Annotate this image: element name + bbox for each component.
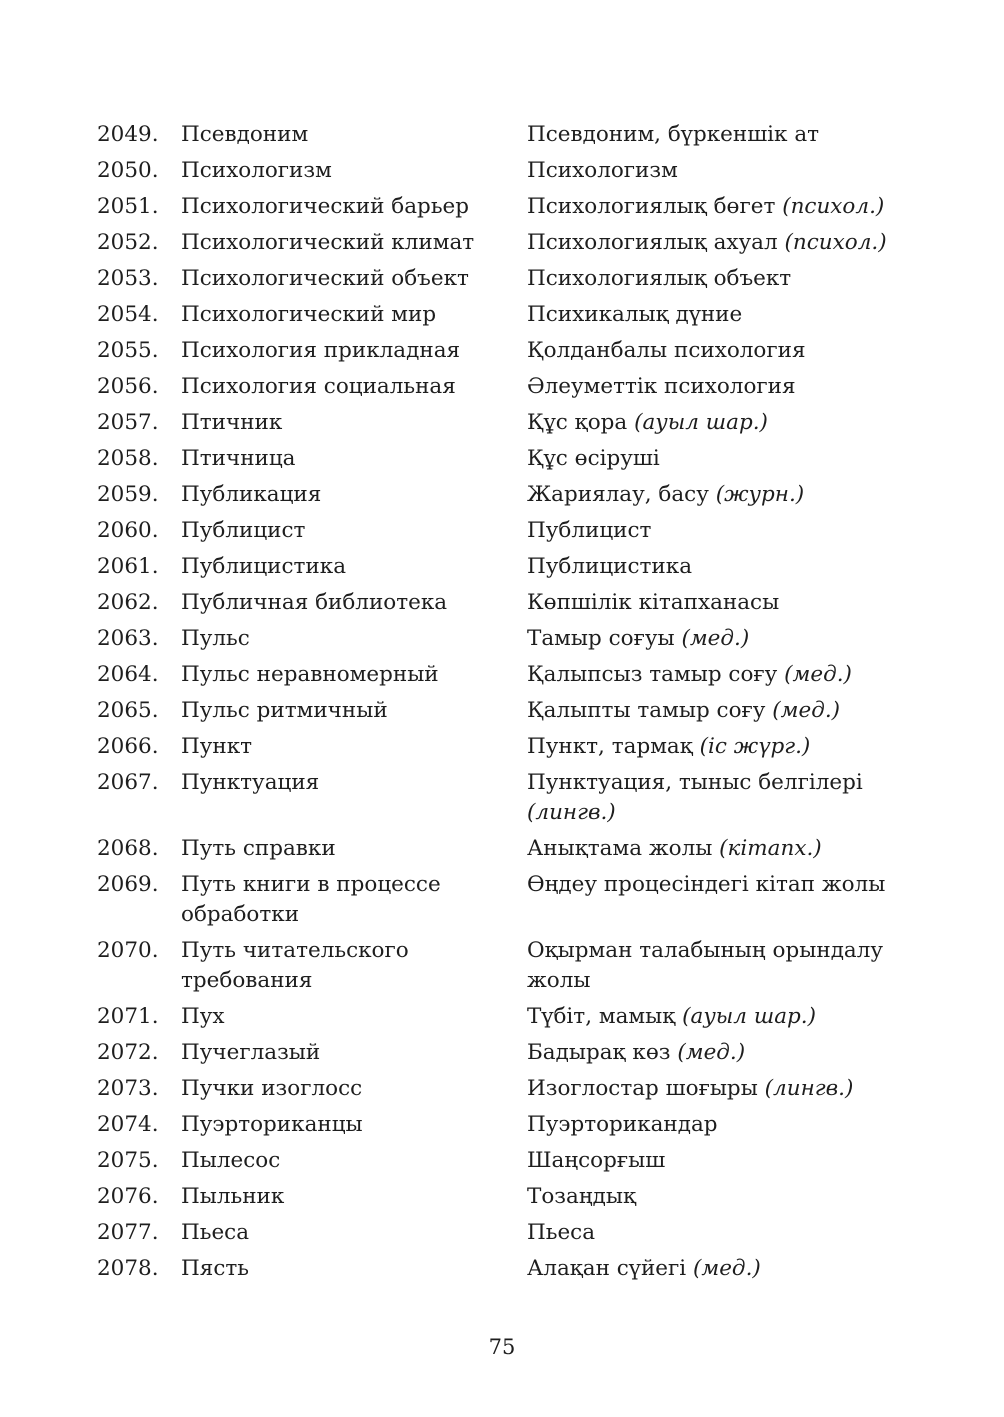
entry-row (97, 264, 907, 294)
entry-number: 2049. (97, 122, 159, 147)
entry-kazakh-text: Жариялау, басу (527, 482, 716, 507)
entry-number: 2055. (97, 338, 159, 363)
entry-row (97, 834, 907, 864)
entry-russian-term: Псевдоним (181, 122, 309, 147)
entry-domain-note: (мед.) (784, 662, 852, 687)
entry-row (97, 336, 907, 366)
entry-russian-term: Пылесос (181, 1148, 281, 1173)
entry-number: 2069. (97, 872, 159, 897)
entry-kazakh-text: Псевдоним, бүркеншік ат (527, 122, 820, 147)
entry-kazakh-text: Пунктуация, тыныс белгілері (527, 770, 863, 795)
entry-kazakh-text: Психологиялық ахуал (527, 230, 785, 255)
entry-russian-term: Публикация (181, 482, 322, 507)
entry-russian-term: Пясть (181, 1256, 249, 1281)
entry-kazakh-text: Алақан сүйегі (527, 1256, 693, 1281)
entry-kazakh-text: Пуэрторикандар (527, 1112, 718, 1137)
entry-kazakh-translation (527, 192, 907, 222)
entry-domain-note: (мед.) (693, 1256, 761, 1281)
entry-row (97, 696, 907, 726)
entry-row (97, 120, 907, 150)
entry-kazakh-text: Қалыпты тамыр соғу (527, 698, 773, 723)
entry-kazakh-text: Көпшілік кітапханасы (527, 590, 780, 615)
entry-number: 2053. (97, 266, 159, 291)
entry-number: 2077. (97, 1220, 159, 1245)
entry-russian-term: Психологический барьер (181, 194, 470, 219)
entry-row (97, 516, 907, 546)
entry-kazakh-text: Психологиялық бөгет (527, 194, 783, 219)
entry-number: 2058. (97, 446, 159, 471)
entry-domain-note: (лингв.) (764, 1076, 854, 1101)
entry-russian-term: Пунктуация (181, 770, 320, 795)
entry-kazakh-translation (527, 480, 907, 510)
entry-row (97, 228, 907, 258)
entry-kazakh-translation (527, 696, 907, 726)
entry-kazakh-text: Өңдеу процесіндегі кітап жолы (527, 872, 886, 897)
entry-kazakh-translation (527, 588, 907, 618)
entry-kazakh-translation (527, 1002, 907, 1032)
entry-kazakh-translation (527, 870, 907, 900)
entry-kazakh-text: Психологиялық объект (527, 266, 792, 291)
entry-number: 2051. (97, 194, 159, 219)
entry-kazakh-text: Психологизм (527, 158, 678, 183)
entry-russian-term: Психологический мир (181, 302, 437, 327)
entry-number: 2078. (97, 1256, 159, 1281)
entry-russian-term: Пункт (181, 734, 253, 759)
entry-row (97, 870, 907, 930)
entry-row (97, 372, 907, 402)
entry-kazakh-translation (527, 1146, 907, 1176)
entry-row (97, 480, 907, 510)
entry-russian-term: Публицист (181, 518, 306, 543)
entry-kazakh-translation (527, 264, 907, 294)
entry-russian-term: Публицистика (181, 554, 347, 579)
entry-russian-term: Птичница (181, 446, 296, 471)
entry-kazakh-translation (527, 660, 907, 690)
entry-russian-term: Пуэрториканцы (181, 1112, 363, 1137)
entry-kazakh-text: Оқырман талабының орындалу жолы (527, 938, 884, 993)
entry-kazakh-translation (527, 834, 907, 864)
entry-domain-note: (психол.) (782, 194, 885, 219)
entry-number: 2064. (97, 662, 159, 687)
entry-row (97, 1182, 907, 1212)
entry-kazakh-text: Изоглостар шоғыры (527, 1076, 765, 1101)
entry-row (97, 156, 907, 186)
entry-kazakh-translation (527, 1218, 907, 1248)
entry-russian-term: Психология социальная (181, 374, 456, 399)
entry-kazakh-translation (527, 120, 907, 150)
entry-kazakh-translation (527, 732, 907, 762)
entry-domain-note: (ауыл шар.) (682, 1004, 816, 1029)
entry-russian-term: Психологизм (181, 158, 332, 183)
entry-row (97, 300, 907, 330)
entry-kazakh-translation (527, 300, 907, 330)
entry-row (97, 624, 907, 654)
entry-kazakh-text: Тамыр соғуы (527, 626, 682, 651)
entry-kazakh-translation (527, 444, 907, 474)
entry-russian-term: Публичная библиотека (181, 590, 448, 615)
entry-number: 2066. (97, 734, 159, 759)
entry-kazakh-translation (527, 1110, 907, 1140)
entry-kazakh-text: Құс қора (527, 410, 635, 435)
entry-row (97, 192, 907, 222)
entry-kazakh-text: Психикалық дүние (527, 302, 743, 327)
entry-row (97, 552, 907, 582)
entry-kazakh-translation (527, 552, 907, 582)
entry-row (97, 768, 907, 828)
entry-number: 2060. (97, 518, 159, 543)
entry-number: 2065. (97, 698, 159, 723)
entry-kazakh-text: Қалыпсыз тамыр соғу (527, 662, 785, 687)
entry-kazakh-translation (527, 156, 907, 186)
entry-kazakh-text: Публицист (527, 518, 652, 543)
entry-row (97, 1146, 907, 1176)
entry-russian-term: Путь читательского требования (181, 938, 409, 993)
page-number: 75 (488, 1335, 516, 1359)
entry-domain-note: (лингв.) (527, 800, 616, 825)
entry-kazakh-text: Пьеса (527, 1220, 596, 1245)
entry-row (97, 1254, 907, 1284)
entry-row (97, 1074, 907, 1104)
entry-domain-note: (психол.) (784, 230, 887, 255)
entry-kazakh-text: Публицистика (527, 554, 693, 579)
entry-domain-note: (мед.) (772, 698, 841, 723)
entry-domain-note: (мед.) (681, 626, 750, 651)
entry-row (97, 936, 907, 996)
entry-row (97, 1218, 907, 1248)
entry-number: 2076. (97, 1184, 159, 1209)
entry-kazakh-text: Анықтама жолы (527, 836, 720, 861)
entry-row (97, 660, 907, 690)
entry-russian-term: Пульс ритмичный (181, 698, 388, 723)
entry-kazakh-text: Әлеуметтік психология (527, 374, 796, 399)
entry-russian-term: Пучки изоглосс (181, 1076, 363, 1101)
entry-russian-term: Пульс (181, 626, 250, 651)
entry-number: 2059. (97, 482, 159, 507)
entry-russian-term: Птичник (181, 410, 283, 435)
entry-kazakh-text: Шаңсорғыш (527, 1148, 666, 1173)
entry-number: 2054. (97, 302, 159, 327)
entry-number: 2050. (97, 158, 159, 183)
entry-kazakh-translation (527, 228, 907, 258)
entry-russian-term: Пыльник (181, 1184, 285, 1209)
entry-russian-term: Психология прикладная (181, 338, 461, 363)
entry-domain-note: (ауыл шар.) (634, 410, 768, 435)
entry-number: 2068. (97, 836, 159, 861)
entry-domain-note: (мед.) (677, 1040, 746, 1065)
entry-number: 2062. (97, 590, 159, 615)
entry-row (97, 1110, 907, 1140)
entry-kazakh-text: Тозаңдық (527, 1184, 636, 1209)
entry-number: 2071. (97, 1004, 159, 1029)
entry-kazakh-text: Бадырақ көз (527, 1040, 678, 1065)
entry-kazakh-translation (527, 1074, 907, 1104)
entry-kazakh-translation (527, 516, 907, 546)
entry-number: 2072. (97, 1040, 159, 1065)
entry-russian-term: Пух (181, 1004, 225, 1029)
entry-row (97, 732, 907, 762)
entry-russian-term: Путь справки (181, 836, 336, 861)
entry-russian-term: Психологический объект (181, 266, 469, 291)
entry-kazakh-translation (527, 936, 907, 996)
entry-kazakh-translation (527, 1182, 907, 1212)
entry-row (97, 1002, 907, 1032)
entry-kazakh-text: Құс өсіруші (527, 446, 660, 471)
entry-row (97, 1038, 907, 1068)
entry-kazakh-translation (527, 372, 907, 402)
entry-kazakh-translation (527, 336, 907, 366)
entry-number: 2073. (97, 1076, 159, 1101)
entry-number: 2056. (97, 374, 159, 399)
entry-number: 2057. (97, 410, 159, 435)
entry-row (97, 444, 907, 474)
entry-kazakh-translation (527, 1254, 907, 1284)
entry-row (97, 588, 907, 618)
entry-kazakh-translation (527, 768, 907, 828)
entry-kazakh-translation (527, 408, 907, 438)
entry-russian-term: Пульс неравномерный (181, 662, 439, 687)
entry-domain-note: (журн.) (715, 482, 805, 507)
entry-russian-term: Психологический климат (181, 230, 475, 255)
entry-russian-term: Пьеса (181, 1220, 250, 1245)
entry-kazakh-text: Қолданбалы психология (527, 338, 806, 363)
entry-number: 2074. (97, 1112, 159, 1137)
entry-number: 2061. (97, 554, 159, 579)
entry-list (97, 120, 907, 1290)
entry-domain-note: (кітапх.) (719, 836, 822, 861)
entry-russian-term: Пучеглазый (181, 1040, 321, 1065)
entry-russian-term: Путь книги в процессе обработки (181, 872, 441, 927)
entry-number: 2052. (97, 230, 159, 255)
entry-kazakh-translation (527, 1038, 907, 1068)
entry-number: 2070. (97, 938, 159, 963)
entry-kazakh-translation (527, 624, 907, 654)
entry-kazakh-text: Пункт, тармақ (527, 734, 700, 759)
entry-number: 2067. (97, 770, 159, 795)
entry-row (97, 408, 907, 438)
entry-number: 2075. (97, 1148, 159, 1173)
entry-domain-note: (іс жүрг.) (699, 734, 811, 759)
entry-kazakh-text: Түбіт, мамық (527, 1004, 683, 1029)
entry-number: 2063. (97, 626, 159, 651)
